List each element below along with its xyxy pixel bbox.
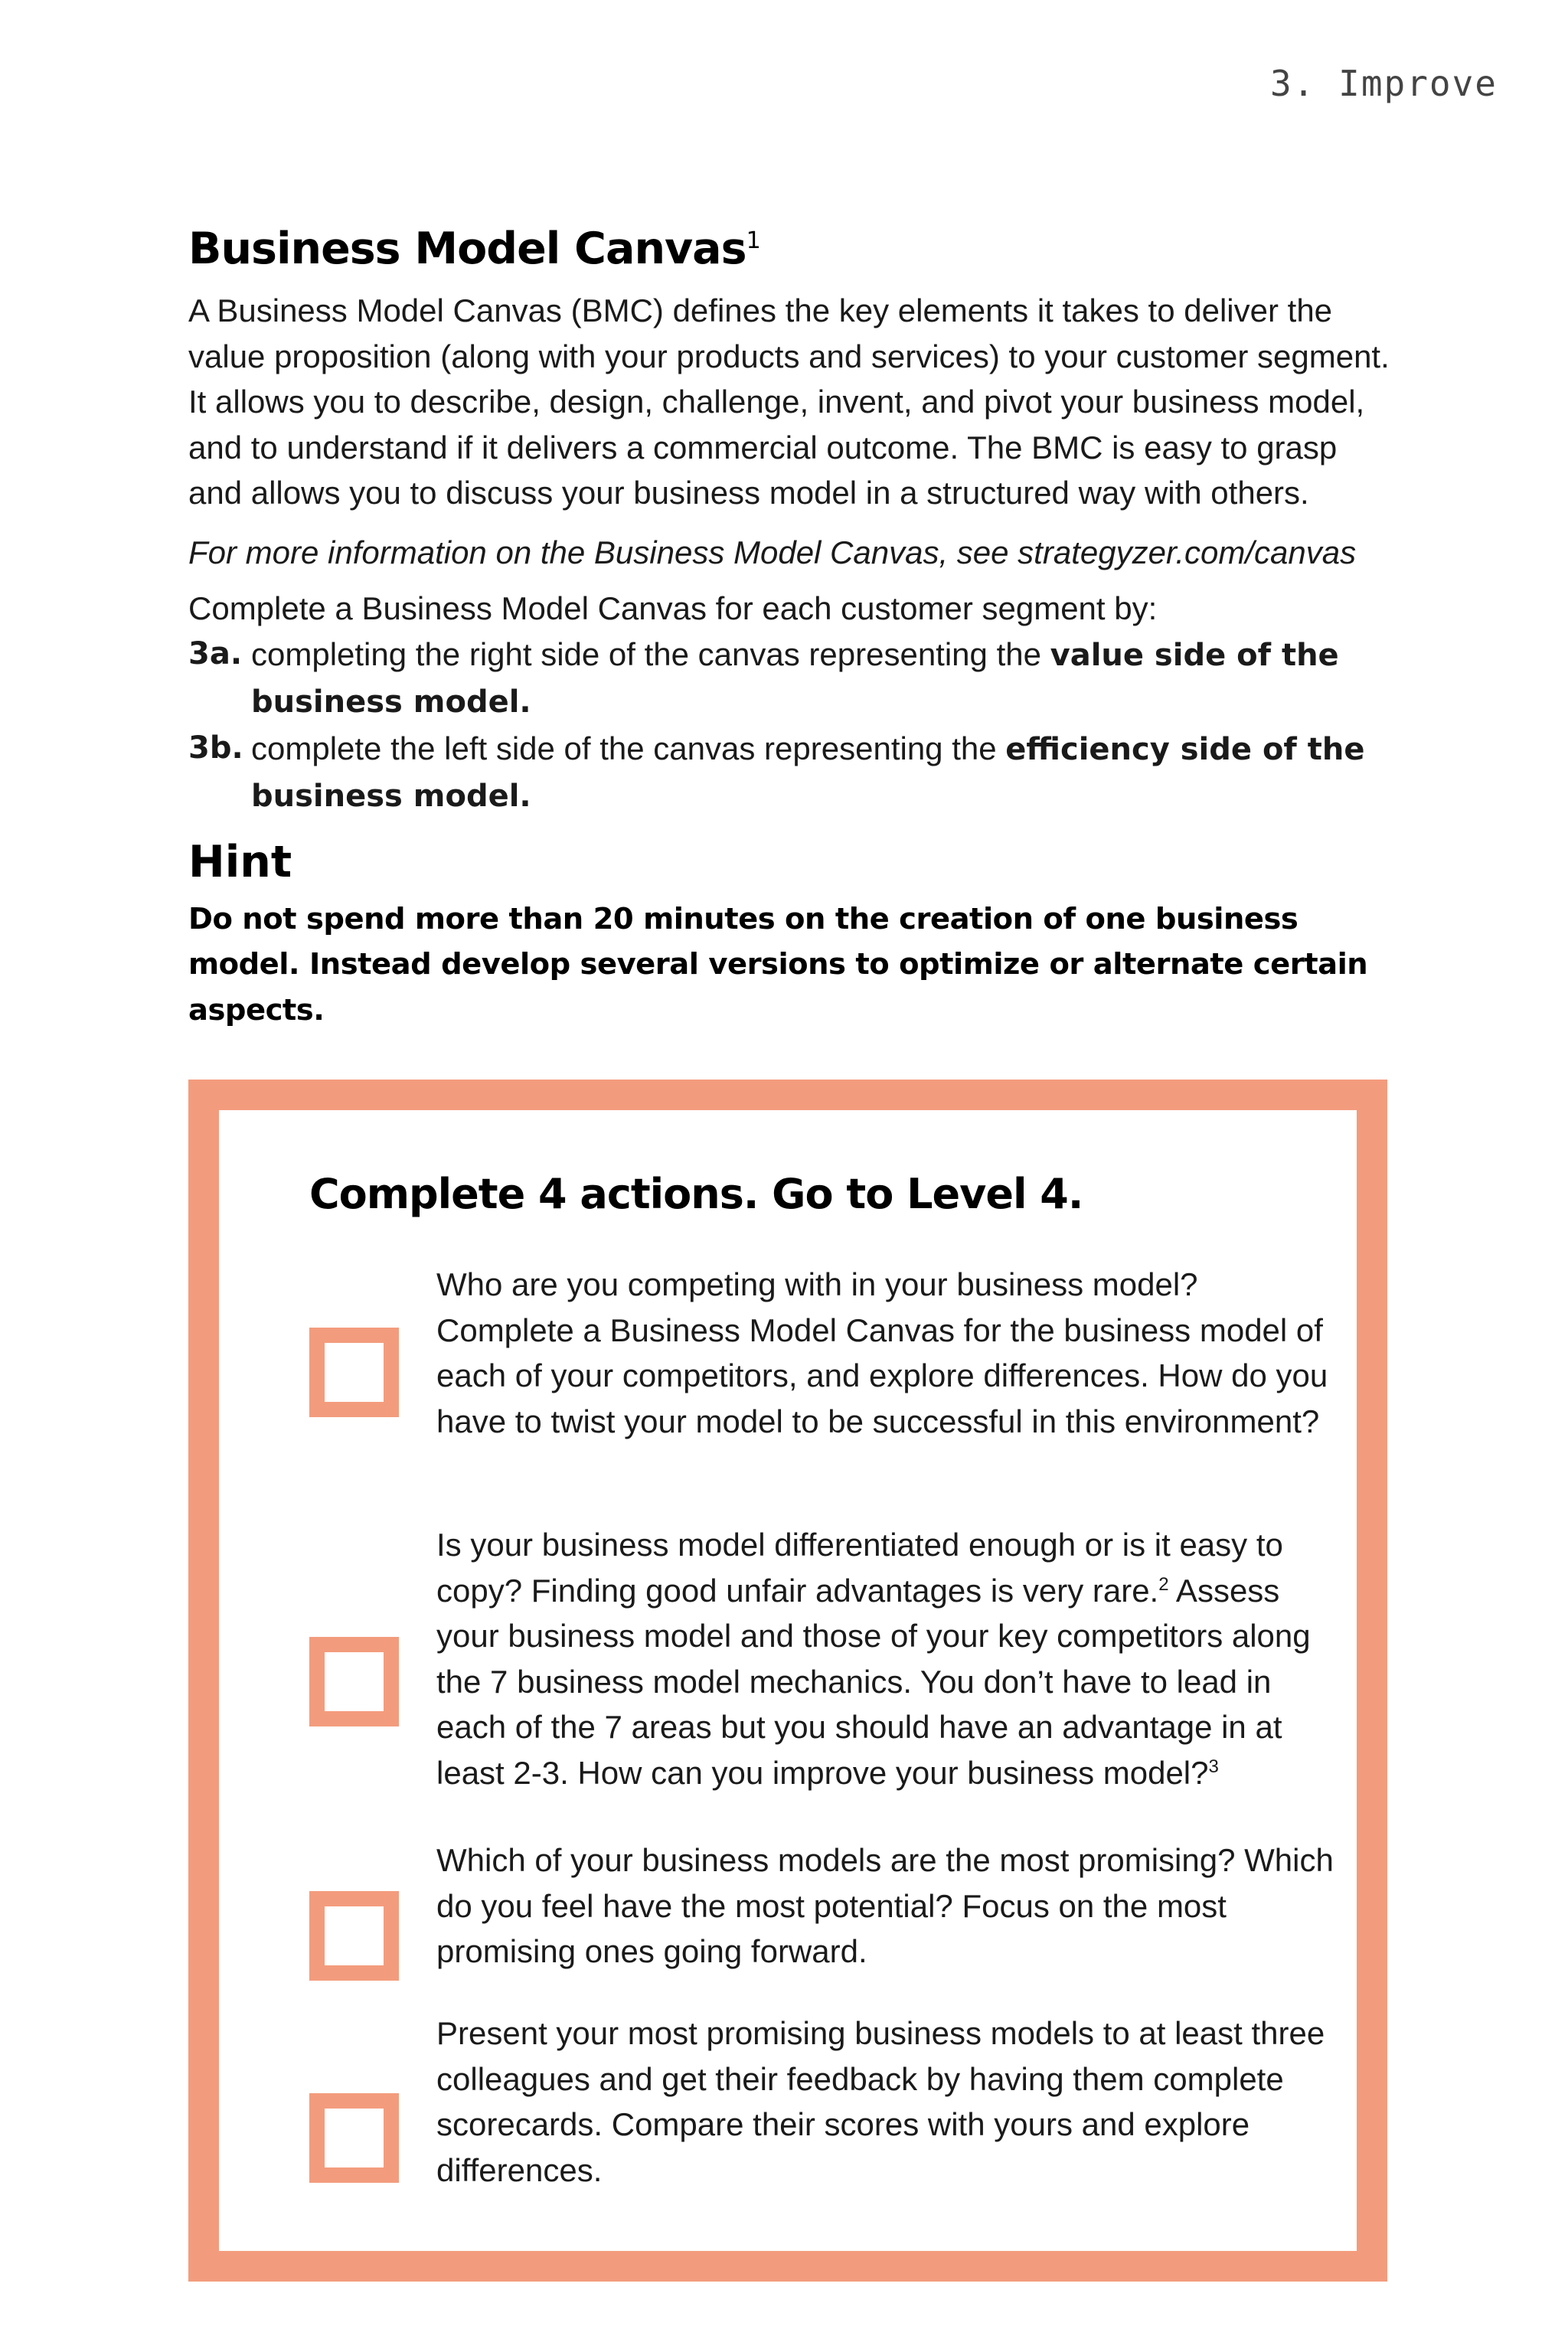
- footnote-marker: 2: [1158, 1573, 1169, 1595]
- step-number: 3b.: [188, 730, 243, 766]
- action-checkbox[interactable]: [309, 1891, 399, 1981]
- actions-box: [188, 1080, 1387, 2282]
- action-text-part: Assess your business model and those of your key competitors along the 7 business model mechanics. You don’t have to lead in each of the 7 areas but you should have an advantage in at least 2-3. How can you improve your business model?: [436, 1572, 1311, 1791]
- action-text: Who are you competing with in your business model? Complete a Business Model Canvas for the business model of each of your competitors, and explore differences. How do you have to twist your model to be successful in this environment?: [436, 1266, 1328, 1439]
- footnote-marker: 3: [1208, 1756, 1219, 1777]
- step-item: [188, 726, 1398, 820]
- action-checkbox[interactable]: [309, 2093, 399, 2183]
- actions-title: Complete 4 actions. Go to Level 4.: [309, 1170, 1083, 1218]
- steps-list: [188, 632, 1398, 820]
- hint-text: Do not spend more than 20 minutes on the creation of one business model. Instead develop several versions to optimize or alternate certain aspects.: [188, 901, 1368, 1027]
- step-number: 3a.: [188, 635, 243, 671]
- step-emphasis: value side of the business model.: [251, 637, 1339, 720]
- action-text: Present your most promising business models to at least three colleagues and get their feedback by having them complete scorecards. Compare their scores with yours and explore differences.: [436, 2015, 1325, 2188]
- steps-intro: Complete a Business Model Canvas for each customer segment by:: [188, 590, 1158, 626]
- action-text: Which of your business models are the most promising? Which do you feel have the most potential? Focus on the most promising ones going forward.: [436, 1842, 1334, 1969]
- chapter-heading: 3. Improve: [1270, 63, 1498, 104]
- hint-title: Hint: [188, 836, 292, 887]
- step-text: complete the left side of the canvas representing the: [251, 730, 1006, 766]
- more-info: For more information on the Business Model Canvas, see strategyzer.com/canvas: [188, 534, 1357, 570]
- step-item: [188, 632, 1398, 726]
- action-text-part: Is your business model differentiated enough or is it easy to copy? Finding good unfair advantages is very rare.: [436, 1527, 1283, 1609]
- section-title-text: Business Model Canvas: [188, 224, 746, 274]
- section-title: [188, 224, 1398, 274]
- step-text: completing the right side of the canvas representing the: [251, 635, 1050, 672]
- action-checkbox[interactable]: [309, 1328, 399, 1417]
- main-content: [188, 224, 1398, 1033]
- step-emphasis: efficiency side of the business model.: [251, 731, 1365, 814]
- section-body: A Business Model Canvas (BMC) defines the key elements it takes to deliver the value proposition (along with your products and services) to your customer segment. It allows you to describe, design, challenge, invent, and pivot your business model, and to understand if it delivers a commercial outcome. The BMC is easy to grasp and allows you to discuss your business model in a structured way with others.: [188, 292, 1390, 511]
- action-text: [436, 1522, 1340, 1795]
- footnote-marker: 1: [746, 227, 760, 254]
- action-checkbox[interactable]: [309, 1637, 399, 1726]
